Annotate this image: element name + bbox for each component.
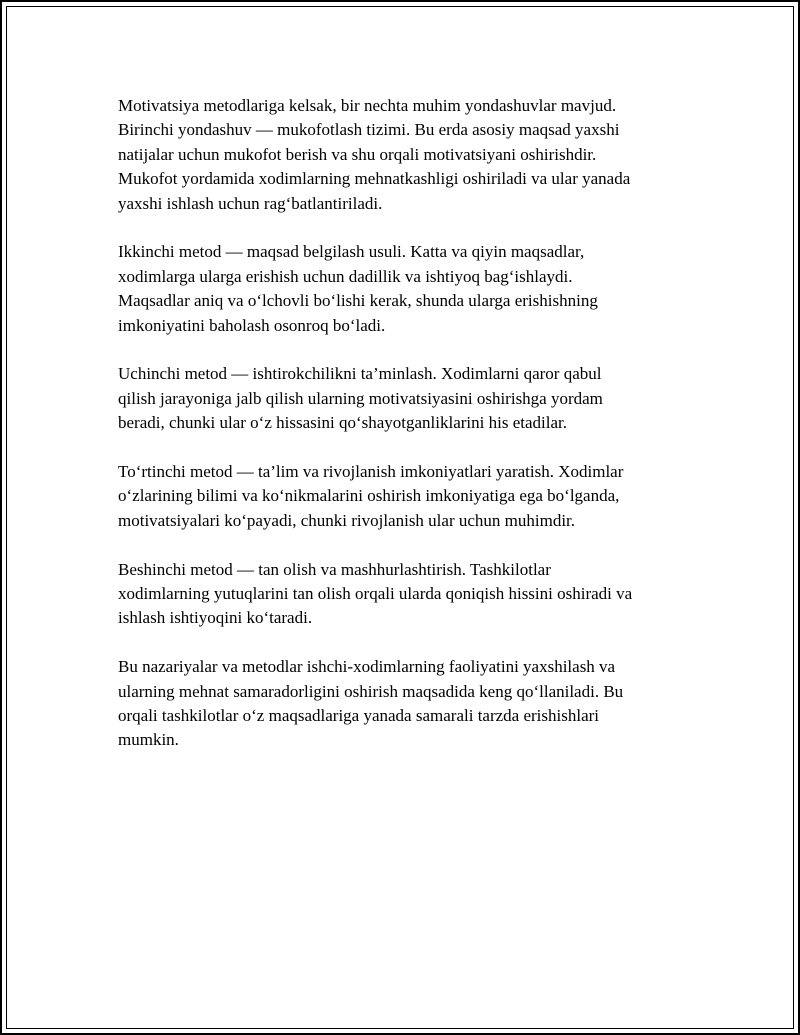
paragraph-1: Motivatsiya metodlariga kelsak, bir nechta muhim yondashuvlar mavjud. Birinchi yondashuv — mukofotlash tizimi. Bu erda asosiy maqsad yaxshi natijalar uchun mukofot berish va shu orqali motivatsiyani oshirishdir. Mukofot yordamida xodimlarning mehnatkashligi oshiriladi va ular yanada yaxshi ishlash uchun rag‘batlantiriladi. xyxy=(118,96,631,213)
paragraph-5: Beshinchi metod — tan olish va mashhurlashtirish. Tashkilotlar xodimlarning yutuqlarini tan olish orqali ularda qoniqish hissini oshiradi va ishlash ishtiyoqini ko‘taradi. xyxy=(118,559,633,628)
document-body xyxy=(118,94,684,777)
paragraph-6: Bu nazariyalar va metodlar ishchi-xodimlarning faoliyatini yaxshilash va ularning mehnat samaradorligini oshirish maqsadida keng qo‘llaniladi. Bu orqali tashkilotlar o‘z maqsadlariga yanada samarali tarzda erishishlari mumkin. xyxy=(118,657,624,750)
paragraph-2: Ikkinchi metod — maqsad belgilash usuli. Katta va qiyin maqsadlar, xodimlarga ularga erishish uchun dadillik va ishtiyoq bag‘ishlaydi. Maqsadlar aniq va o‘lchovli bo‘lishi kerak, shunda ularga erishishning imkoniyatini baholash osonroq bo‘ladi. xyxy=(118,242,598,335)
paragraph-3: Uchinchi metod — ishtirokchilikni ta’minlash. Xodimlarni qaror qabul qilish jarayoniga jalb qilish ularning motivatsiyasini oshirishga yordam beradi, chunki ular o‘z hissasini qo‘shayotganliklarini his etadilar. xyxy=(118,364,603,433)
paragraph-4: To‘rtinchi metod — ta’lim va rivojlanish imkoniyatlari yaratish. Xodimlar o‘zlarining bilimi va ko‘nikmalarini oshirish imkoniyatiga ega bo‘lganda, motivatsiyalari ko‘payadi, chunki rivojlanish ular uchun muhimdir. xyxy=(118,462,624,530)
